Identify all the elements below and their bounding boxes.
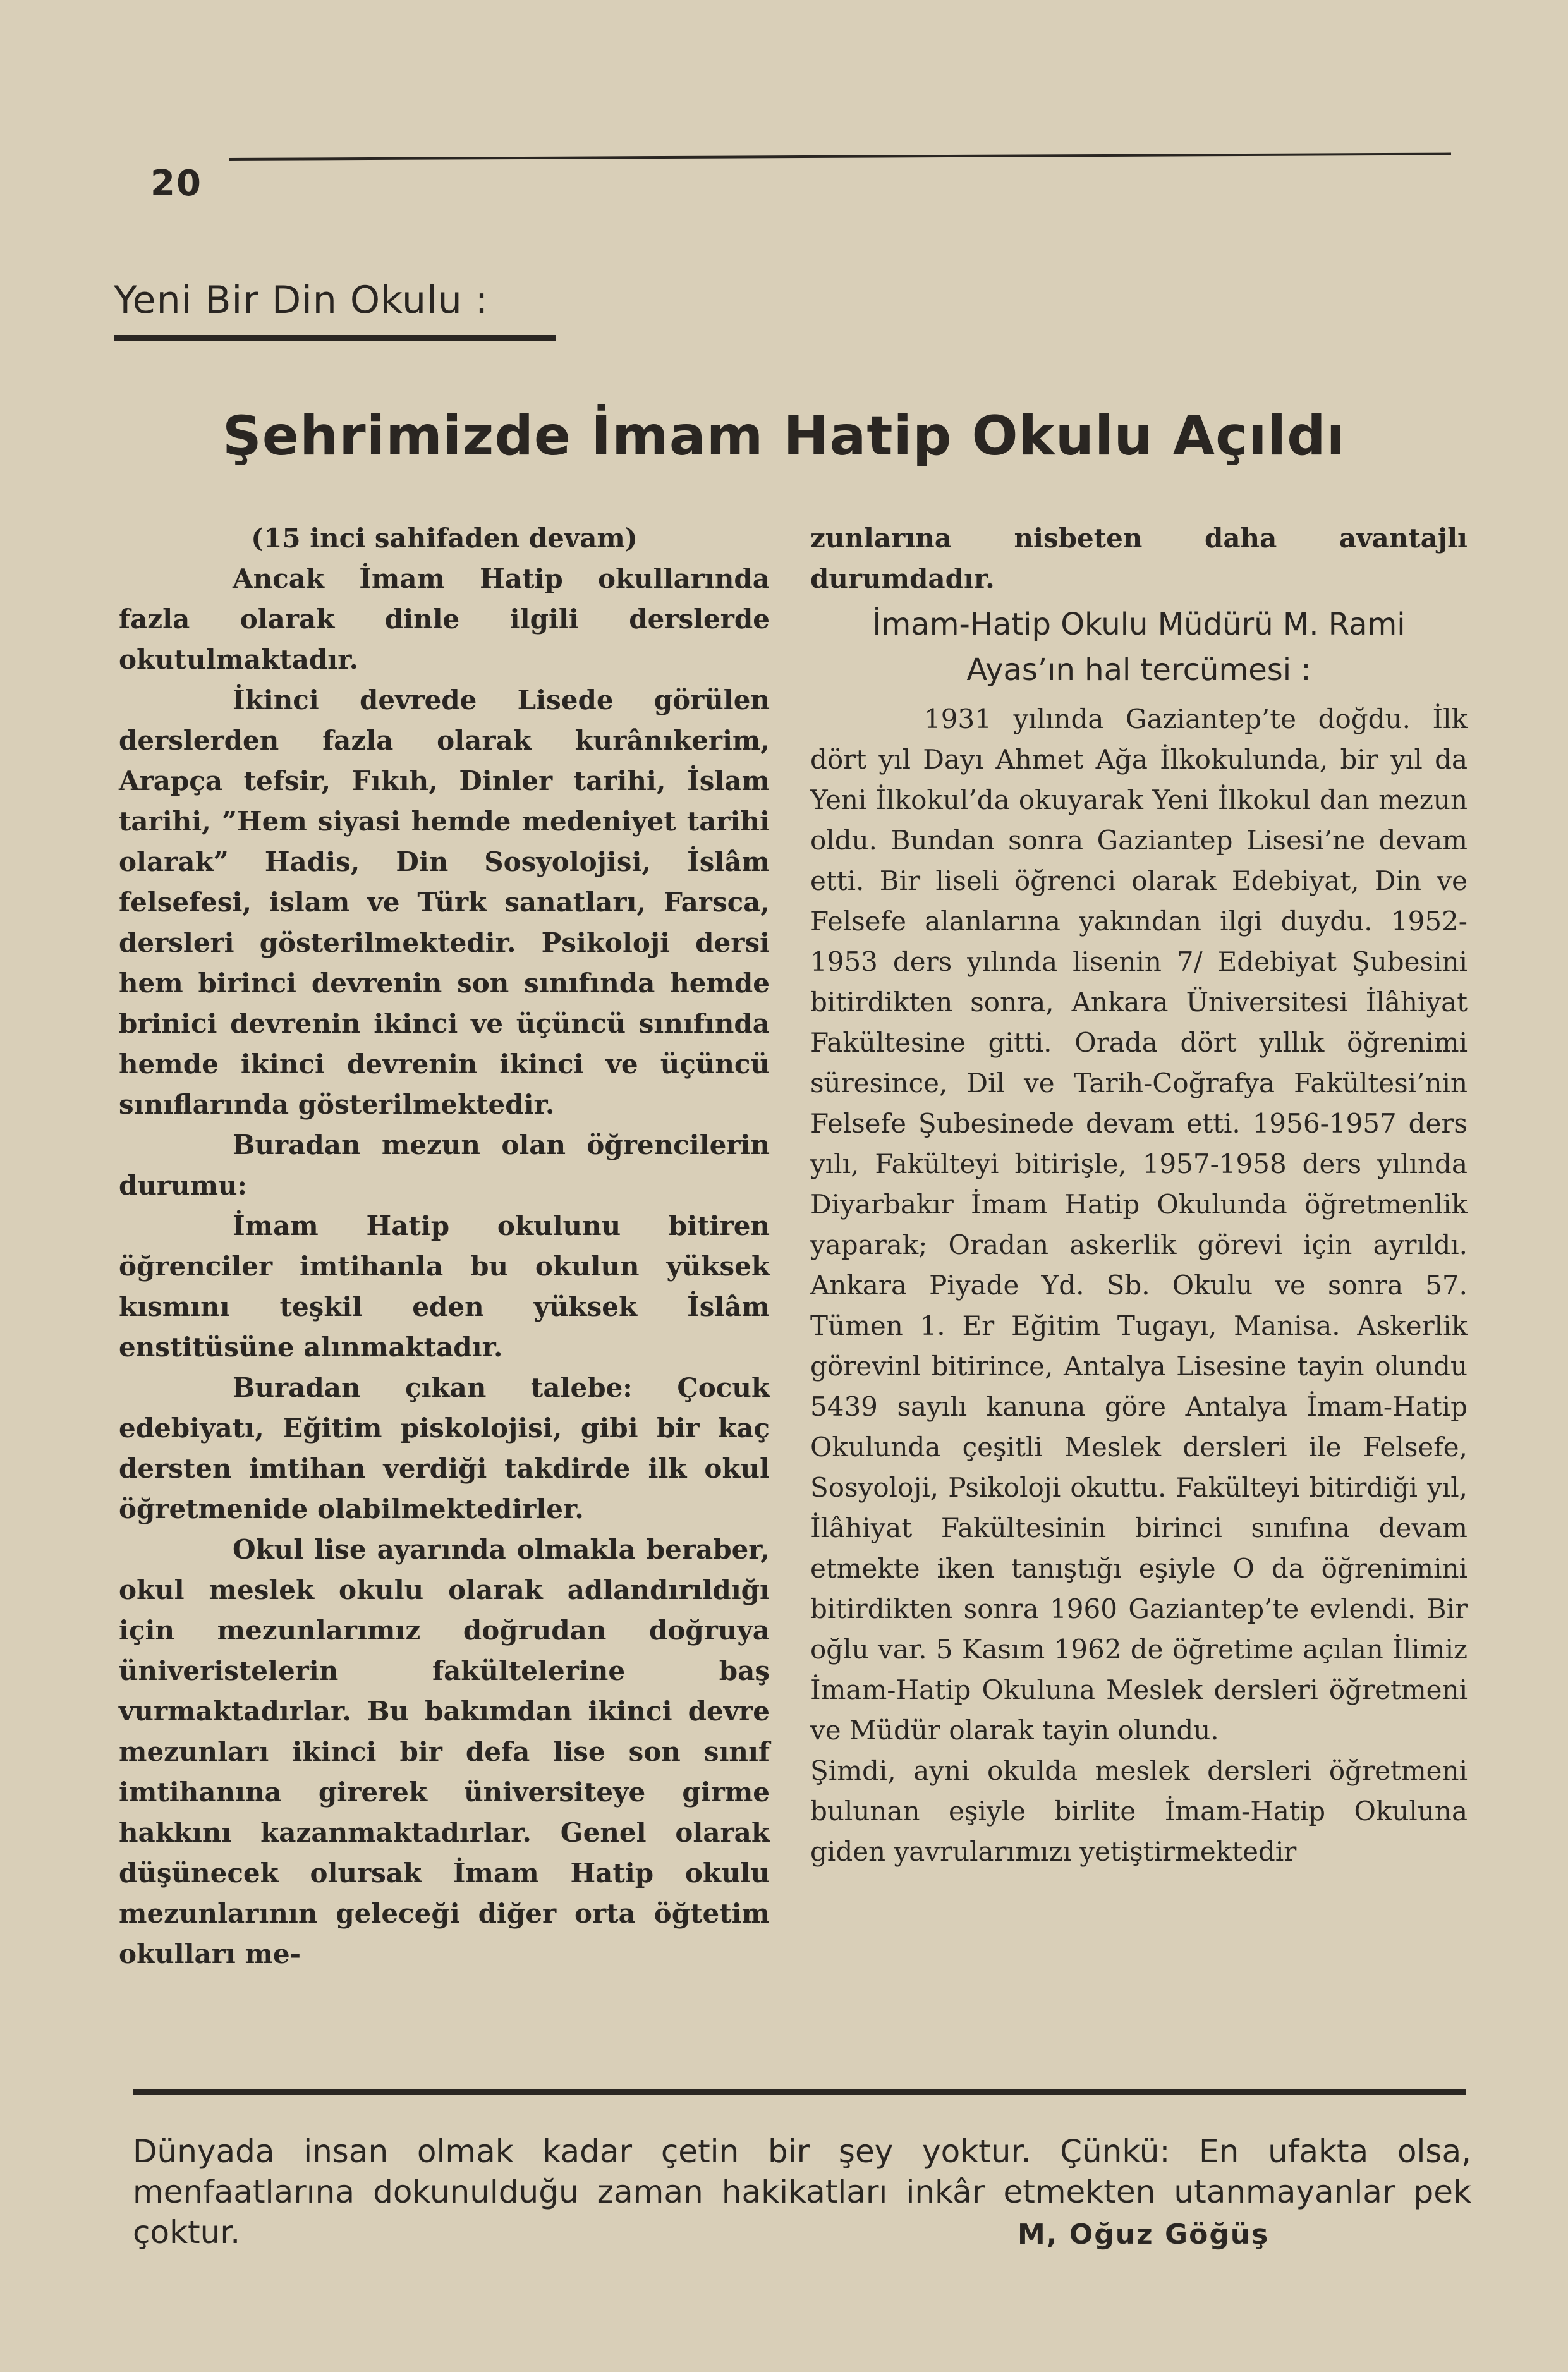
footer-quote: Dünyada insan olmak kadar çetin bir şey yoktur. Çünkü: En ufakta olsa, menfaatlarına dokunulduğu zaman hakikatları inkâr etmekten utanmayanlar pek çoktur. — [133, 2133, 1471, 2251]
section-label: Yeni Bir Din Okulu : — [114, 278, 489, 322]
bio-heading — [810, 602, 1468, 693]
footer-rule — [133, 2089, 1466, 2095]
article-paragraph: Buradan çıkan talebe: Çocuk edebiyatı, Eğitim piskolojisi, gibi bir kaç dersten imtihan verdiği takdirde ilk okul öğretmenide olabilmektedirler. — [119, 1372, 770, 1524]
continuation-note: (15 inci sahifaden devam) — [251, 523, 638, 554]
bio-heading-line1: İmam-Hatip Okulu Müdürü M. Rami — [872, 607, 1406, 642]
article-paragraph: Okul lise ayarında olmakla beraber, okul meslek okulu olarak adlandırıldığı için mezunlarımız doğrudan doğruya üniveristelerin fakültelerine baş vurmaktadırlar. Bu bakımdan ikinci devre mezunları ikinci bir defa lise son sınıf imtihanına girerek üniversiteye girme hakkını kazanmaktadırlar. Genel olarak düşünecek olursak İmam Hatip okulu mezunlarının geleceği diğer orta öğtetim okulları me- — [119, 1534, 770, 1969]
article-paragraph: İmam Hatip okulunu bitiren öğrenciler imtihanla bu okulun yüksek kısmını teşkil eden yüksek İslâm enstitüsüne alınmaktadır. — [119, 1210, 770, 1363]
page-number: 20 — [150, 163, 202, 204]
bio-heading-line2: Ayas’ın hal tercümesi : — [966, 652, 1311, 688]
bio-paragraph: Şimdi, ayni okulda meslek dersleri öğretmeni bulunan eşiyle birlite İmam-Hatip Okuluna giden yavrularımızı yetiştirmektedir — [810, 1755, 1468, 1867]
article-paragraph: Ancak İmam Hatip okullarında fazla olarak dinle ilgili derslerde okutulmaktadır. — [119, 563, 770, 675]
bio-paragraph: 1931 yılında Gaziantep’te doğdu. İlk dört yıl Dayı Ahmet Ağa İlkokulunda, bir yıl da Yeni İlkokul’da okuyarak Yeni İlkokul dan mezun oldu. Bundan sonra Gaziantep Lisesi’ne devam etti. Bir liseli öğrenci olarak Edebiyat, Din ve Felsefe alanlarına yakından ilgi duydu. 1952-1953 ders yılında lisenin 7/ Edebiyat Şubesini bitirdikten sonra, Ankara Üniversitesi İlâhiyat Fakültesine gitti. Orada dört yıllık öğrenimi süresince, Dil ve Tarih-Coğrafya Fakültesi’nin Felsefe Şubesinede devam etti. 1956-1957 ders yılı, Fakülteyi bitirişle, 1957-1958 ders yılında Diyarbakır İmam Hatip Okulunda öğretmenlik yaparak; Oradan askerlik görevi için ayrıldı. Ankara Piyade Yd. Sb. Okulu ve sonra 57. Tümen 1. Er Eğitim Tugayı, Manisa. Askerlik görevinl bitirince, Antalya Lisesine tayin olundu 5439 sayılı kanuna göre Antalya İmam-Hatip Okulunda çeşitli Meslek dersleri ile Felsefe, Sosyoloji, Psikoloji okuttu. Fakülteyi bitirdiği yıl, İlâhiyat Fakültesinin birinci sınıfına devam etmekte iken tanıştığı eşiyle O da öğrenimini bitirdikten sonra 1960 Gaziantep’te evlendi. Bir oğlu var. 5 Kasım 1962 de öğretime açılan İlimiz İmam-Hatip Okuluna Meslek dersleri öğretmeni ve Müdür olarak tayin olundu. — [810, 703, 1468, 1746]
continued-text: zunlarına nisbeten daha avantajlı durumdadır. — [810, 523, 1468, 594]
right-column — [810, 518, 1468, 1872]
headline: Şehrimizde İmam Hatip Okulu Açıldı — [222, 404, 1346, 468]
header-rule — [229, 153, 1451, 161]
article-paragraph: İkinci devrede Lisede görülen derslerden fazla olarak kurânıkerim, Arapça tefsir, Fıkıh, Dinler tarihi, İslam tarihi, ”Hem siyasi hemde medeniyet tarihi olarak” Hadis, Din Sosyolojisi, İslâm felsefesi, islam ve Türk sanatları, Farsca, dersleri gösterilmektedir. Psikoloji dersi hem birinci devrenin son sınıfında hemde brinici devrenin ikinci ve üçüncü sınıfında hemde ikinci devrenin ikinci ve üçüncü sınıflarında gösterilmektedir. — [119, 684, 770, 1120]
section-underline — [114, 335, 556, 341]
footer-author: M, Oğuz Göğüş — [1018, 2218, 1270, 2251]
article-paragraph: Buradan mezun olan öğrencilerin durumu: — [119, 1129, 770, 1201]
left-column — [119, 518, 770, 1974]
